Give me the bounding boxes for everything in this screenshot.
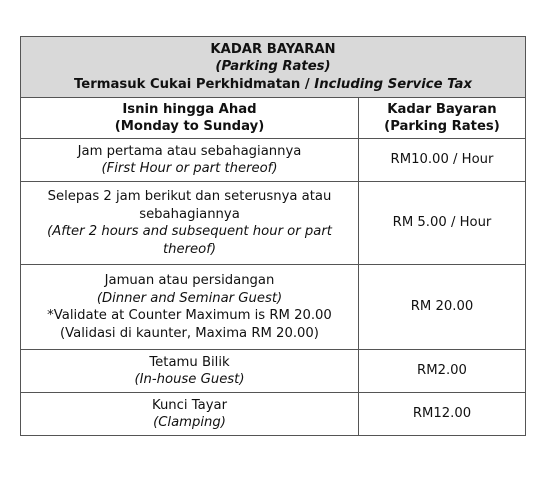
description-english: (After 2 hours and subsequent hour or part — [47, 224, 332, 239]
description-note: (Validasi di kaunter, Maxima RM 20.00) — [60, 325, 319, 341]
rate-value: RM2.00 — [417, 363, 467, 379]
column-header-rate-line2: (Parking Rates) — [384, 119, 500, 134]
parking-rates-table — [20, 36, 526, 436]
header-row — [21, 98, 526, 139]
column-header-rate — [359, 98, 526, 139]
description-english: (Dinner and Seminar Guest) — [96, 290, 283, 306]
description-english: (In-house Guest) — [134, 372, 245, 387]
rate-value: RM 5.00 / Hour — [392, 215, 492, 231]
description-cell — [21, 265, 359, 350]
description-cell — [21, 350, 359, 393]
rate-value: RM12.00 — [412, 406, 472, 422]
table-row — [21, 393, 526, 436]
column-header-day — [21, 98, 359, 139]
description-malay: Tetamu Bilik — [149, 354, 230, 370]
description-malay: sebahagiannya — [139, 206, 240, 222]
rate-cell — [359, 182, 526, 265]
table-title: KADAR BAYARAN — [210, 41, 336, 57]
description-english: (First Hour or part thereof) — [101, 161, 278, 176]
tax-note-english: Including Service Tax — [314, 76, 472, 92]
rate-rows — [21, 139, 526, 436]
table-subtitle: (Parking Rates) — [215, 59, 331, 75]
column-header-rate-line1: Kadar Bayaran — [387, 101, 497, 117]
description-cell — [21, 393, 359, 436]
rate-cell — [359, 350, 526, 393]
tax-note-prefix: Termasuk Cukai Perkhidmatan / — [74, 76, 315, 92]
table-row — [21, 350, 526, 393]
column-header-day-line2: (Monday to Sunday) — [114, 119, 265, 134]
rate-cell — [359, 393, 526, 436]
rate-cell — [359, 139, 526, 182]
table-row — [21, 139, 526, 182]
rate-value: RM10.00 / Hour — [390, 152, 494, 168]
description-malay: Kunci Tayar — [151, 397, 228, 413]
description-english: (Clamping) — [153, 415, 226, 430]
description-malay: Selepas 2 jam berikut dan seterusnya atau — [47, 189, 332, 204]
table-row — [21, 265, 526, 350]
description-cell — [21, 182, 359, 265]
description-malay: Jam pertama atau sebahagiannya — [77, 143, 302, 159]
description-cell — [21, 139, 359, 182]
table-row — [21, 182, 526, 265]
rate-value: RM 20.00 — [410, 299, 474, 315]
rate-cell — [359, 265, 526, 350]
description-english: thereof) — [162, 241, 217, 257]
description-malay: Jamuan atau persidangan — [104, 273, 275, 288]
title-cell — [21, 37, 526, 98]
tax-note — [24, 76, 522, 94]
title-row — [21, 37, 526, 98]
column-header-day-line1: Isnin hingga Ahad — [122, 101, 257, 117]
description-note: *Validate at Counter Maximum is RM 20.00 — [47, 308, 332, 323]
